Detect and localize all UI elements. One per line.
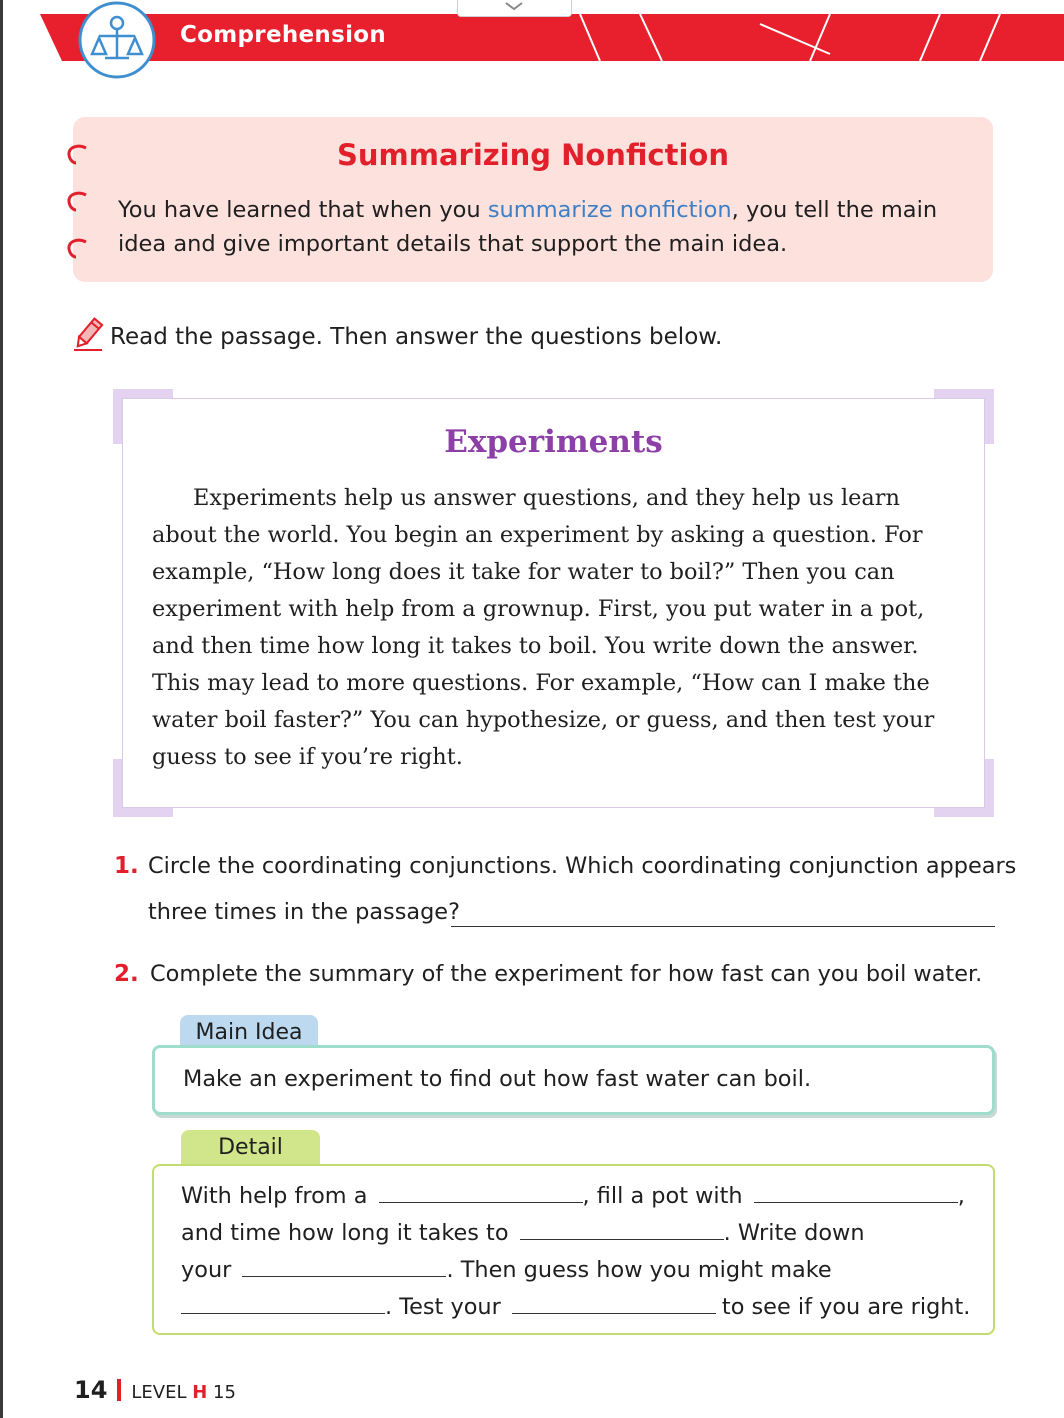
blank-field[interactable]	[520, 1217, 724, 1240]
instruction-text: Read the passage. Then answer the questions below.	[110, 324, 723, 350]
blank-field[interactable]	[181, 1291, 385, 1314]
level-label	[131, 1382, 236, 1403]
level-prefix: LEVEL	[131, 1382, 193, 1403]
question-1-text-line2: three times in the passage?	[148, 899, 460, 925]
balance-scale-icon	[77, 0, 157, 80]
info-text-end: , you tell the main	[731, 197, 938, 223]
question-1-answer-field[interactable]	[451, 926, 995, 927]
pencil-icon	[72, 316, 104, 352]
chevron-down-icon	[458, 1, 571, 15]
page-number: 14	[74, 1376, 108, 1404]
footer-divider	[117, 1379, 121, 1401]
detail-line-2	[181, 1217, 865, 1247]
detail-line-1	[181, 1180, 965, 1210]
passage-text	[152, 480, 952, 776]
detail-text: ,	[957, 1183, 965, 1209]
page-edge	[0, 0, 3, 1418]
blank-field[interactable]	[379, 1180, 583, 1203]
passage-line: and then time how long it takes to boil. You write down the answer.	[152, 633, 919, 659]
detail-label: Detail	[181, 1130, 320, 1166]
detail-line-3	[181, 1254, 832, 1284]
info-title: Summarizing Nonfiction	[337, 138, 729, 172]
section-banner	[40, 14, 1064, 61]
blank-field[interactable]	[242, 1254, 446, 1277]
question-2-text: Complete the summary of the experiment for how fast can you boil water.	[150, 961, 983, 987]
passage-line: about the world. You begin an experiment by asking a question. For	[152, 522, 923, 548]
detail-text: and time how long it takes to	[181, 1220, 509, 1246]
passage-title: Experiments	[444, 424, 663, 460]
detail-line-4	[181, 1291, 970, 1321]
passage-line: water boil faster?” You can hypothesize, or guess, and then test your	[152, 707, 935, 733]
passage-line: experiment with help from a grownup. First, you put water in a pot,	[152, 596, 925, 622]
section-title: Comprehension	[180, 22, 387, 48]
detail-text: . Then guess how you might make	[446, 1257, 832, 1283]
key-term: summarize nonfiction	[487, 197, 732, 223]
main-idea-text: Make an experiment to find out how fast water can boil.	[183, 1066, 812, 1092]
detail-text: to see if you are right.	[721, 1294, 971, 1320]
binder-ring-icon	[64, 237, 90, 259]
detail-text: , fill a pot with	[582, 1183, 743, 1209]
detail-text: . Write down	[723, 1220, 865, 1246]
blank-field[interactable]	[754, 1180, 958, 1203]
page-footer	[74, 1376, 236, 1404]
passage-line: This may lead to more questions. For example, “How can I make the	[152, 670, 930, 696]
detail-text: With help from a	[181, 1183, 368, 1209]
question-1-text: Circle the coordinating conjunctions. Which coordinating conjunction appears	[148, 853, 1017, 879]
info-text	[118, 193, 978, 261]
detail-text: . Test your	[385, 1294, 501, 1320]
blank-field[interactable]	[512, 1291, 716, 1314]
passage-line: example, “How long does it take for water to boil?” Then you can	[152, 559, 895, 585]
level-letter: H	[192, 1382, 208, 1403]
question-number: 1.	[114, 853, 139, 879]
info-text-line2: idea and give important details that support the main idea.	[118, 231, 788, 257]
question-number: 2.	[114, 961, 139, 987]
info-text-start: You have learned that when you	[118, 197, 488, 223]
level-suffix: 15	[207, 1382, 236, 1403]
passage-line: Experiments help us answer questions, and they help us learn	[193, 485, 900, 511]
detail-text: your	[181, 1257, 232, 1283]
page-tab-notch	[457, 0, 572, 17]
passage-line: guess to see if you’re right.	[152, 744, 463, 770]
main-idea-label: Main Idea	[180, 1015, 318, 1051]
binder-ring-icon	[64, 190, 90, 212]
